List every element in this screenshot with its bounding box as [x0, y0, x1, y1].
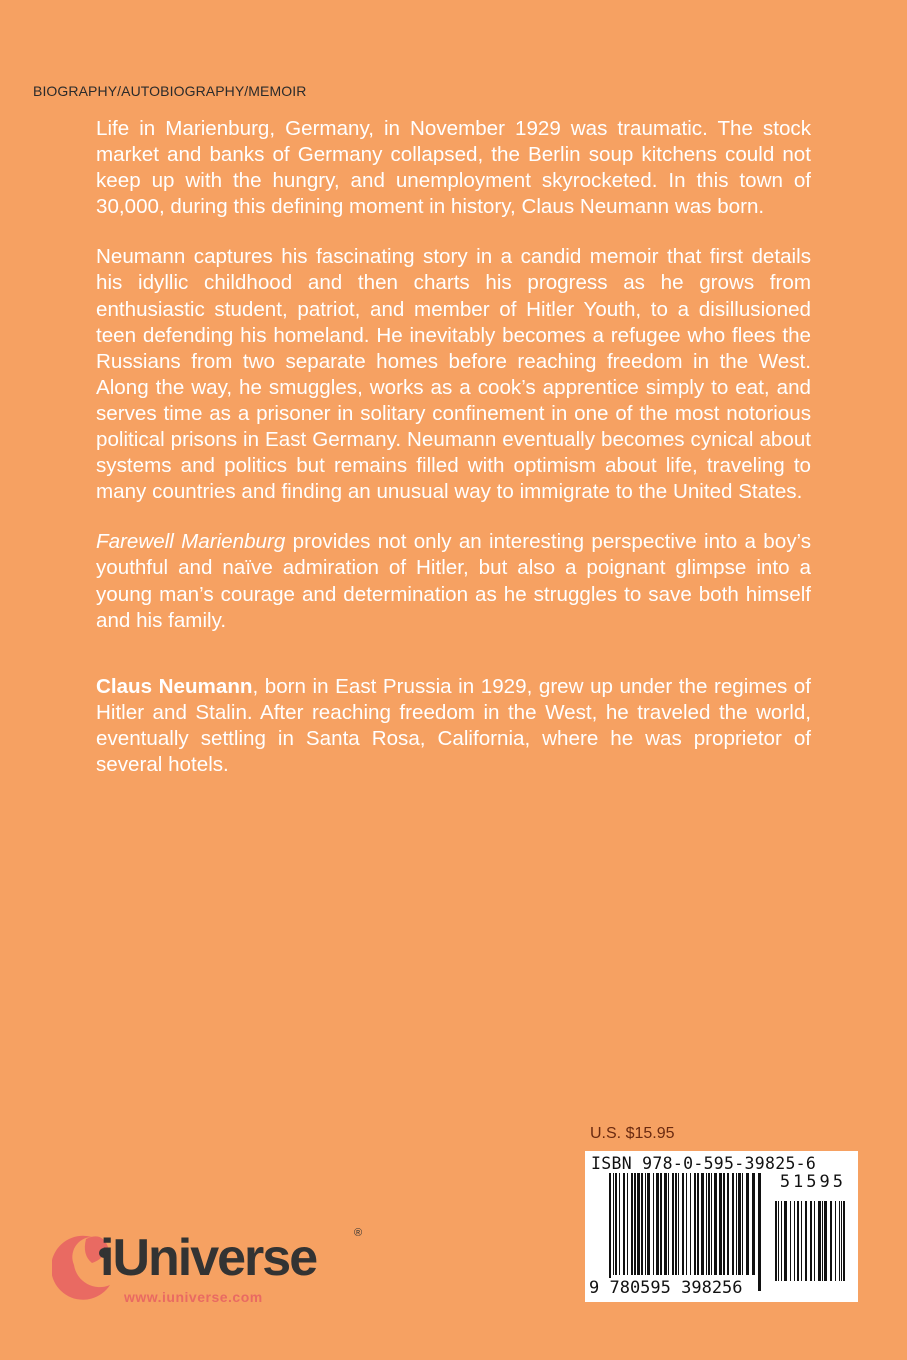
addon-bar: [805, 1201, 807, 1281]
synopsis-paragraph-1: Life in Marienburg, Germany, in November 1929 was traumatic. The stock market and banks of Germany collapsed, the Berlin soup kitchens could not keep up with the hungry, and unemployment skyrocketed. In this town of 30,000, during this defining moment in history, Claus Neumann was born.: [96, 117, 811, 219]
addon-bar: [830, 1201, 832, 1281]
author-bio: [96, 674, 811, 778]
isbn-text: ISBN 978-0-595-39825-6: [591, 1154, 817, 1173]
barcode-bar: [678, 1173, 679, 1275]
barcode-bar: [653, 1173, 654, 1275]
barcode-bar: [736, 1173, 737, 1275]
paragraph-3-text: provides not only an interesting perspective into a boy’s youthful and naïve admiration of Hitler, but also a poignant glimpse into a young man’s courage and determination as he struggles to save both himself and his family.: [96, 530, 811, 632]
publisher-url: www.iuniverse.com: [124, 1289, 263, 1305]
addon-bar: [818, 1201, 821, 1281]
barcode-bar: [723, 1173, 725, 1275]
addon-bar: [794, 1201, 795, 1281]
publisher-logo: [52, 1225, 362, 1315]
barcode-bar: [752, 1173, 755, 1275]
addon-bar: [810, 1201, 812, 1281]
synopsis-paragraph-2: Neumann captures his fascinating story in a candid memoir that first details his idyllic childhood and then charts his progress as he grows from enthusiastic student, patriot, and member of Hitler Youth, to a disillusioned teen defending his homeland. He inevitably becomes a refugee who flees the Russians from two separate homes before reaching freedom in the West. Along the way, he smuggles, works as a cook’s apprentice simply to eat, and serves time as a prisoner in solitary confinement in one of the most notorious political prisons in East Germany. Neumann eventually becomes cynical about systems and politics but remains filled with optimism about life, traveling to many countries and finding an unusual way to immigrate to the United States.: [96, 245, 811, 504]
barcode-bar: [758, 1173, 761, 1291]
barcode-bar: [708, 1173, 710, 1275]
barcode-bar: [634, 1173, 636, 1275]
barcode-bar: [701, 1173, 704, 1275]
barcode-bar: [641, 1173, 643, 1275]
ean-number: 9 780595 398256: [589, 1278, 743, 1298]
barcode-bar: [727, 1173, 729, 1275]
barcode-bar: [645, 1173, 646, 1275]
barcode-bar: [609, 1173, 611, 1291]
barcode-bar: [627, 1173, 628, 1275]
price-label: U.S. $15.95: [590, 1125, 675, 1142]
addon-bar: [797, 1201, 799, 1281]
addon-bar: [835, 1201, 836, 1281]
book-title: Farewell Marienburg: [96, 530, 286, 554]
barcode-bar: [746, 1173, 749, 1275]
isbn-barcode: [585, 1151, 858, 1302]
barcode-bar: [647, 1173, 650, 1275]
author-bio-text: , born in East Prussia in 1929, grew up under the regimes of Hitler and Stalin. After reaching freedom in the West, he traveled the world, eventually settling in Santa Rosa, California, where he was proprietor of several hotels.: [96, 674, 811, 776]
barcode-bar: [711, 1173, 712, 1275]
author-name: Claus Neumann: [96, 674, 253, 698]
price-addon-code: 51595: [779, 1172, 846, 1192]
genre-label: BIOGRAPHY/AUTOBIOGRAPHY/MEMOIR: [33, 83, 307, 99]
addon-bar: [790, 1201, 791, 1281]
barcode-bar: [656, 1173, 659, 1275]
barcode-bar: [690, 1173, 691, 1275]
barcode-bar: [675, 1173, 677, 1275]
barcode-bar: [660, 1173, 662, 1275]
addon-bar: [822, 1201, 823, 1281]
addon-bar: [839, 1201, 840, 1281]
barcode-bar: [615, 1173, 617, 1275]
barcode-bar: [619, 1173, 620, 1275]
barcode-bar: [697, 1173, 699, 1275]
barcode-bar: [631, 1173, 633, 1275]
barcode-bar: [637, 1173, 640, 1275]
addon-bar: [775, 1201, 777, 1281]
barcode-bar: [613, 1173, 614, 1275]
addon-bar: [778, 1201, 779, 1281]
barcode-bar: [686, 1173, 687, 1275]
barcode-bar: [738, 1173, 741, 1275]
synopsis-paragraph-3: [96, 529, 811, 633]
addon-bar: [841, 1201, 842, 1281]
barcode-bar: [623, 1173, 625, 1275]
addon-bar: [843, 1201, 845, 1281]
addon-bar: [824, 1201, 827, 1281]
barcode-bar: [694, 1173, 696, 1275]
back-cover-copy: [96, 116, 811, 802]
addon-bar: [814, 1201, 815, 1281]
barcode-bar: [742, 1173, 743, 1275]
registered-mark: ®: [354, 1227, 363, 1239]
barcode-bar: [706, 1173, 707, 1275]
addon-bar: [781, 1201, 782, 1281]
publisher-name: iUniverse: [100, 1229, 317, 1287]
barcode-bar: [664, 1173, 667, 1275]
barcode-bar: [714, 1173, 717, 1275]
barcode-bar: [668, 1173, 669, 1275]
barcode-bar: [682, 1173, 684, 1275]
barcode-bar: [732, 1173, 734, 1275]
barcode-bar: [672, 1173, 674, 1275]
addon-bar: [784, 1201, 787, 1281]
addon-bar: [801, 1201, 802, 1281]
barcode-bar: [719, 1173, 722, 1275]
